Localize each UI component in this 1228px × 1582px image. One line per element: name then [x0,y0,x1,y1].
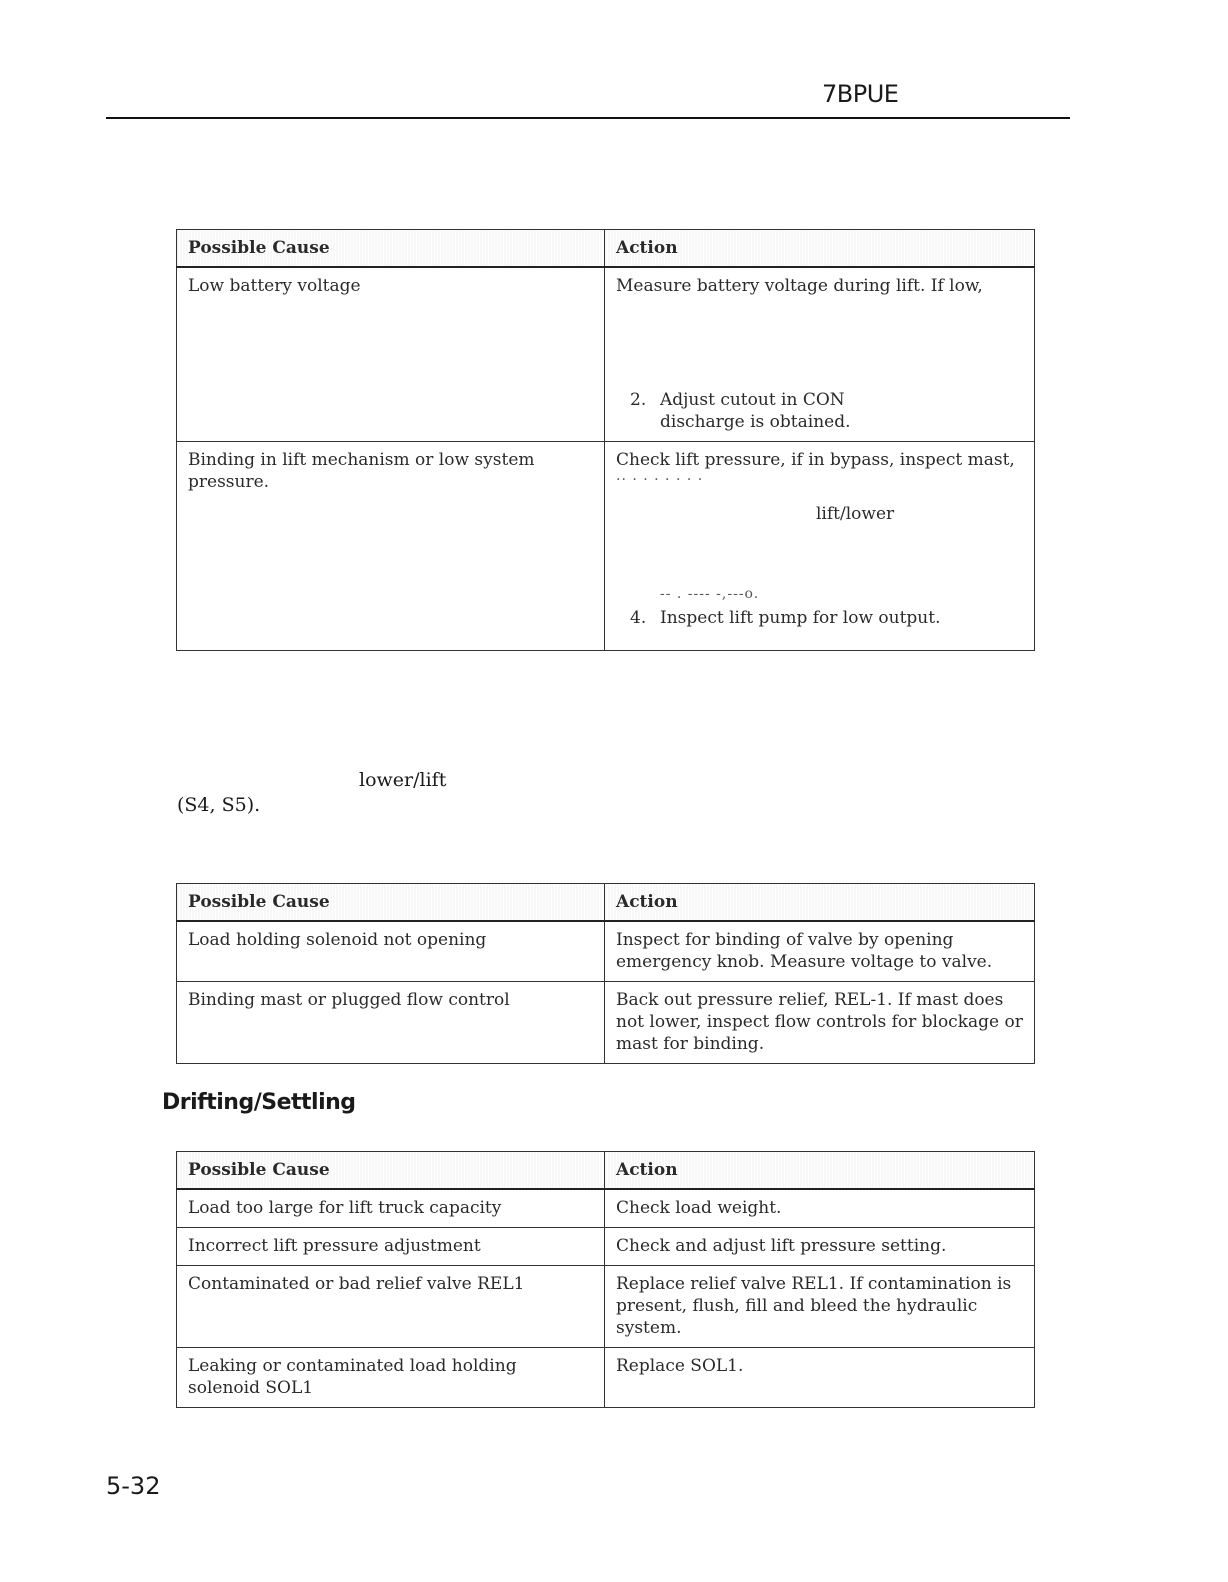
cause-cell: Binding in lift mechanism or low system pressure. [177,442,605,651]
step-number: 2. [630,390,647,410]
table-row [177,267,1035,442]
action-cell: Replace SOL1. [605,1348,1035,1408]
table-row [177,442,1035,651]
step-text-continued: discharge is obtained. [660,412,851,432]
table-row [177,1228,1035,1266]
partially-erased-text: -- . ---- -,---o. [660,586,760,602]
cause-cell: Binding mast or plugged flow control [177,982,605,1064]
cause-cell: Load too large for lift truck capacity [177,1189,605,1228]
text-fragment: lower/lift [359,769,447,791]
partially-erased-text: .. . . . . . . . [616,468,704,484]
cause-cell: Contaminated or bad relief valve REL1 [177,1266,605,1348]
header-divider [106,117,1070,119]
cause-cell: Load holding solenoid not opening [177,921,605,982]
action-cell: Replace relief valve REL1. If contamination is present, flush, fill and bleed the hydraulic system. [605,1266,1035,1348]
step-text: Inspect lift pump for low output. [660,608,941,628]
column-header-action: Action [605,230,1035,268]
table-header-row [177,1152,1035,1190]
action-text: Measure battery voltage during lift. If low, [616,276,983,296]
action-cell: Check and adjust lift pressure setting. [605,1228,1035,1266]
action-text: Check lift pressure, if in bypass, inspect mast, [616,450,1015,470]
table-header-row [177,884,1035,922]
table-row [177,1266,1035,1348]
action-cell: Inspect for binding of valve by opening emergency knob. Measure voltage to valve. [605,921,1035,982]
troubleshooting-table-2 [176,883,1035,1064]
step-number: 4. [630,608,647,628]
cause-cell: Incorrect lift pressure adjustment [177,1228,605,1266]
table-row [177,1348,1035,1408]
cause-cell: Low battery voltage [177,267,605,442]
action-cell [605,442,1035,651]
column-header-cause: Possible Cause [177,884,605,922]
document-model-header: 7BPUE [822,80,899,108]
troubleshooting-table-1 [176,229,1035,651]
table-header-row [177,230,1035,268]
action-cell: Back out pressure relief, REL-1. If mast does not lower, inspect flow controls for blockage or mast for binding. [605,982,1035,1064]
action-fragment: lift/lower [816,504,895,524]
column-header-action: Action [605,1152,1035,1190]
text-fragment: (S4, S5). [177,794,261,816]
step-text: Adjust cutout in CON [660,390,845,410]
column-header-cause: Possible Cause [177,230,605,268]
cause-cell: Leaking or contaminated load holding solenoid SOL1 [177,1348,605,1408]
table-row [177,982,1035,1064]
page-number: 5-32 [106,1472,161,1500]
table-row [177,1189,1035,1228]
action-step [630,389,1023,433]
troubleshooting-table-3 [176,1151,1035,1408]
action-cell: Check load weight. [605,1189,1035,1228]
action-cell [605,267,1035,442]
column-header-cause: Possible Cause [177,1152,605,1190]
column-header-action: Action [605,884,1035,922]
table-row [177,921,1035,982]
action-step [630,607,1023,629]
section-heading: Drifting/Settling [162,1090,356,1115]
